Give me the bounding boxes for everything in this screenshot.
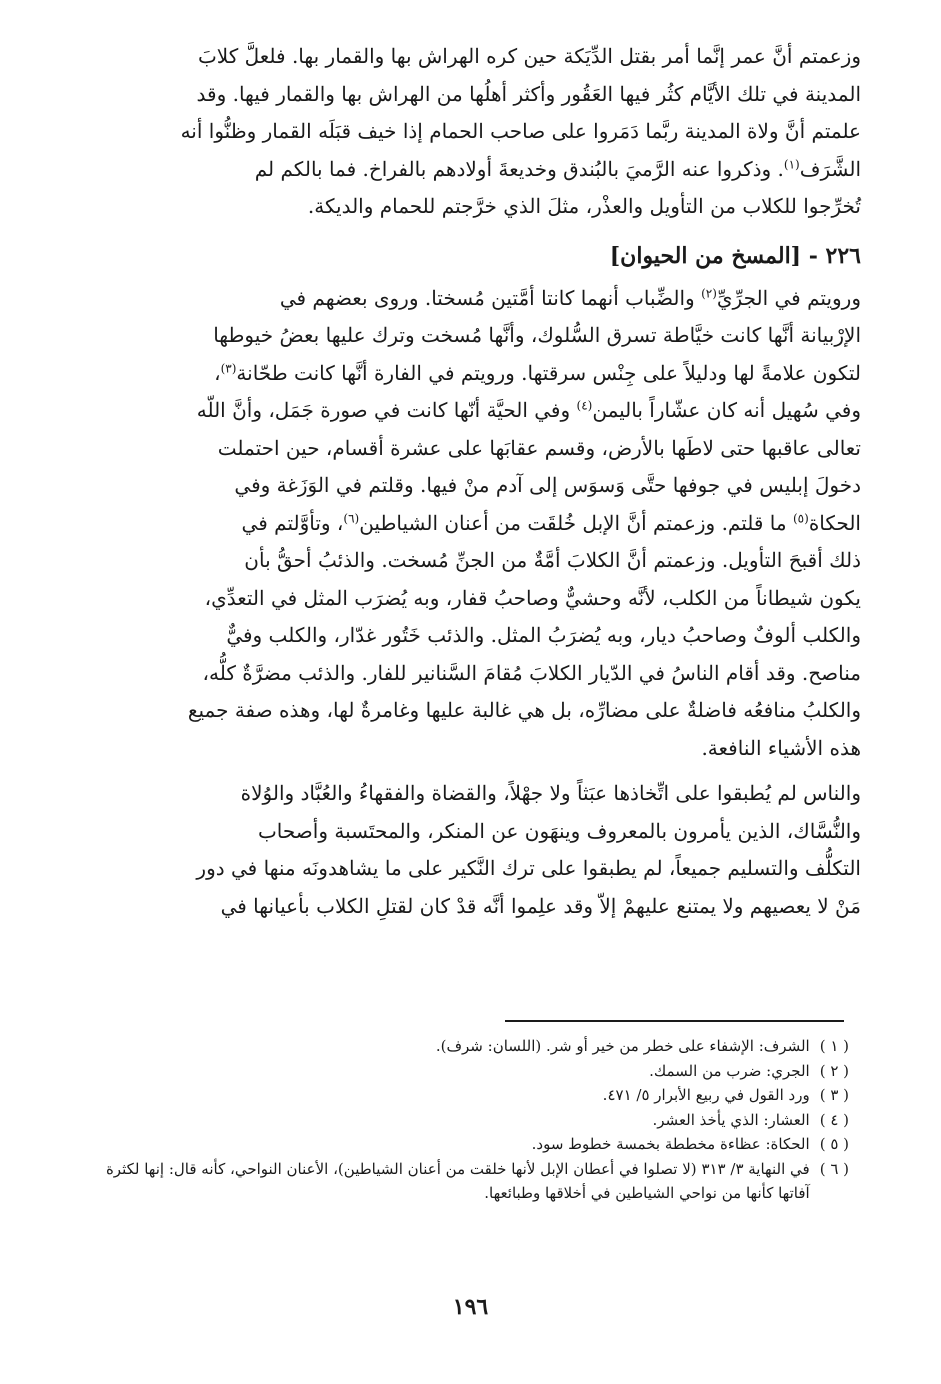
footnote-1	[92, 1034, 849, 1059]
footnote-text: الشرف: الإشفاء على خطر من خير أو شر. (اللسان: شرف).	[435, 1037, 810, 1055]
text-line	[88, 317, 861, 355]
text-line	[88, 151, 861, 189]
footnote-text: ورد القول في ربيع الأبرار ٥/ ٤٧١.	[602, 1086, 810, 1104]
footnote-5	[92, 1132, 849, 1157]
text-line	[88, 850, 861, 888]
text-line	[88, 355, 861, 393]
text-span: وفي سُهيل أنه كان عشّاراً باليمن	[592, 398, 861, 422]
text-span: مناصح. وقد أقام الناسُ في الدّيار الكلابَ مُقامَ السَّنانير للفار. والذئب مضرَّةٌ كلُّه،	[202, 660, 861, 685]
text-span: والنُّسَّاك، الذين يأمرون بالمعروف وينهَون عن المنكر، والمحتَسبة وأصحاب	[257, 818, 861, 843]
text-line	[88, 505, 861, 543]
footnote-ref: (٥)	[792, 510, 809, 525]
text-span: والكلبُ منافعُه فاضلةٌ على مضارِّه، بل هي غالبة عليها وغامرةٌ لها، وهذه صفة جميع	[187, 698, 861, 722]
footnote-2	[92, 1059, 849, 1084]
footnote-ref: (١)	[783, 156, 800, 171]
text-span: ، وتأوَّلتم في	[241, 510, 344, 535]
footnote-text: في النهاية ٣/ ٣١٣ (لا تصلوا في أعطان الإبل لأنها خلقت من أعنان الشياطين)، الأعنان النواحي، كأنه قال: إنها لكثرة آفاتها كأنها من نواحي الشياطين في أخلاقها وطبائعها.	[105, 1159, 810, 1202]
text-span: ،	[214, 360, 221, 385]
footnote-text: الحكاة: عظاءة مخططة بخمسة خطوط سود.	[531, 1135, 810, 1153]
text-line	[88, 692, 861, 730]
text-line	[88, 580, 861, 618]
footnote-number: ( ٦ )	[819, 1159, 849, 1178]
footnotes	[92, 1034, 849, 1206]
footnote-number: ( ١ )	[819, 1037, 849, 1055]
text-span: وفي الحيَّة أنّها كانت في صورة جَمَل، وأنَّ اللّه	[196, 398, 577, 422]
text-span: ما قلتم. وزعمتم أنَّ الإبل خُلقَت من أعنان الشياطين	[359, 510, 793, 535]
paragraph-gap	[88, 767, 861, 775]
footnote-number: ( ٤ )	[819, 1110, 849, 1129]
text-line	[88, 76, 861, 114]
paragraph-3	[88, 775, 861, 925]
text-span: مَنْ لا يعصيهم ولا يمتنع عليهمْ إلاّ وقد علِموا أنَّه قدْ كان لقتلِ الكلاب بأعيانها في	[220, 893, 861, 918]
text-span: الحكاة	[808, 510, 861, 535]
text-span: والضِّباب أنهما كانتا أمَّتين مُسختا. وروى بعضهم في	[279, 285, 702, 310]
footnote-6	[92, 1157, 849, 1206]
paragraph-1	[88, 38, 861, 226]
text-span: والناس لم يُطبقوا على اتِّخاذها عبَثاً ولا جهْلاً، والقضاة والفقهاءُ والعُبَّاد والوُلاة	[240, 781, 861, 805]
footnote-text: الجري: ضرب من السمك.	[649, 1061, 810, 1080]
text-span: التكلُّف والتسليم جميعاً، لم يطبقوا على ترك النَّكير على ما يشاهدونَه منها في دور	[196, 856, 861, 880]
text-span: الإرْبيانة أنَّها كانت خيَّاطة تسرق السُّلوك، وأنَّها مُسخت وترك عليها بعضُ خيوطها	[213, 323, 861, 347]
footnote-ref: (٦)	[343, 510, 360, 525]
footnote-3	[92, 1083, 849, 1108]
text-line	[88, 813, 861, 851]
text-line	[88, 542, 861, 580]
footnote-4	[92, 1108, 849, 1133]
section-heading: ٢٢٦ - [المسخ من الحيوان]	[609, 242, 861, 269]
footnote-ref: (٢)	[701, 285, 717, 300]
text-line	[88, 888, 861, 926]
text-span: وزعمتم أنَّ عمر إنَّما أمر بقتل الدِّيَكة حين كره الهراش بها والقمار بها. فلعلَّ كلابَ	[197, 44, 861, 68]
text-span: تُخرِّجوا للكلاب من التأويل والعذْر، مثلَ الذي خرَّجتم للحمام والديكة.	[307, 194, 861, 218]
footnote-number: ( ٥ )	[819, 1135, 849, 1153]
text-span: لتكون علامةً لها ودليلاً على جِنْس سرقتها. ورويتم في الفارة أنَّها كانت طحّانة	[236, 360, 861, 385]
text-span: دخولَ إبليس في جوفها حتَّى وَسوَس إلى آدم منْ فيها. وقلتم في الوَزَغة وفي	[234, 473, 861, 497]
footnote-number: ( ٢ )	[819, 1061, 849, 1080]
text-line	[88, 430, 861, 468]
text-line	[88, 38, 861, 76]
text-span: ورويتم في الجرِّيِّ	[716, 285, 861, 310]
footnote-number: ( ٣ )	[819, 1086, 849, 1104]
text-span: الشَّرَف	[799, 156, 861, 181]
text-line	[88, 467, 861, 505]
page-number: ١٩٦	[452, 1294, 489, 1320]
text-span: علمتم أنَّ ولاة المدينة ربَّما دَمَروا على صاحب الحمام إذا خيف قبَلَه القمار وظنُّوا أنه	[180, 119, 861, 143]
text-line	[88, 730, 861, 768]
text-line	[88, 188, 861, 226]
paragraph-2	[88, 280, 861, 768]
text-span: المدينة في تلك الأيَّام كثُر فيها العَقُور وأكثر أهلُها من الهراش بها والقمار فيها. وقد	[196, 81, 861, 106]
text-line	[88, 775, 861, 813]
text-span: هذه الأشياء النافعة.	[701, 735, 861, 760]
footnote-separator	[505, 1020, 844, 1022]
text-line	[88, 280, 861, 318]
text-line	[88, 392, 861, 430]
footnote-text: العشار: الذي يأخذ العشر.	[652, 1110, 810, 1129]
text-line	[88, 113, 861, 151]
text-span: . وذكروا عنه الرَّميَ بالبُندق وخديعةَ أولادهم بالفراخ. فما بالكم لم	[254, 156, 784, 181]
text-span: والكلب ألوفٌ وصاحبُ ديار، وبه يُضرَبُ المثل. والذئب خَتُور غدّار، والكلب وفيٌّ	[226, 623, 861, 647]
footnote-ref: (٣)	[220, 360, 237, 375]
text-line	[88, 655, 861, 693]
text-span: تعالى عاقبها حتى لاطَها بالأرض، وقسم عقابَها على عشرة أقسام، حين احتملت	[217, 435, 861, 460]
footnote-ref: (٤)	[576, 398, 593, 413]
text-span: يكون شيطاناً من الكلب، لأنَّه وحشيٌّ وصاحبُ قفار، وبه يُضرَب المثل في التعدِّي،	[204, 585, 861, 610]
text-line	[88, 617, 861, 655]
text-span: ذلك أقبحَ التأويل. وزعمتم أنَّ الكلابَ أمَّةٌ من الجنِّ مُسخت. والذئبُ أحقُّ بأن	[244, 548, 861, 572]
